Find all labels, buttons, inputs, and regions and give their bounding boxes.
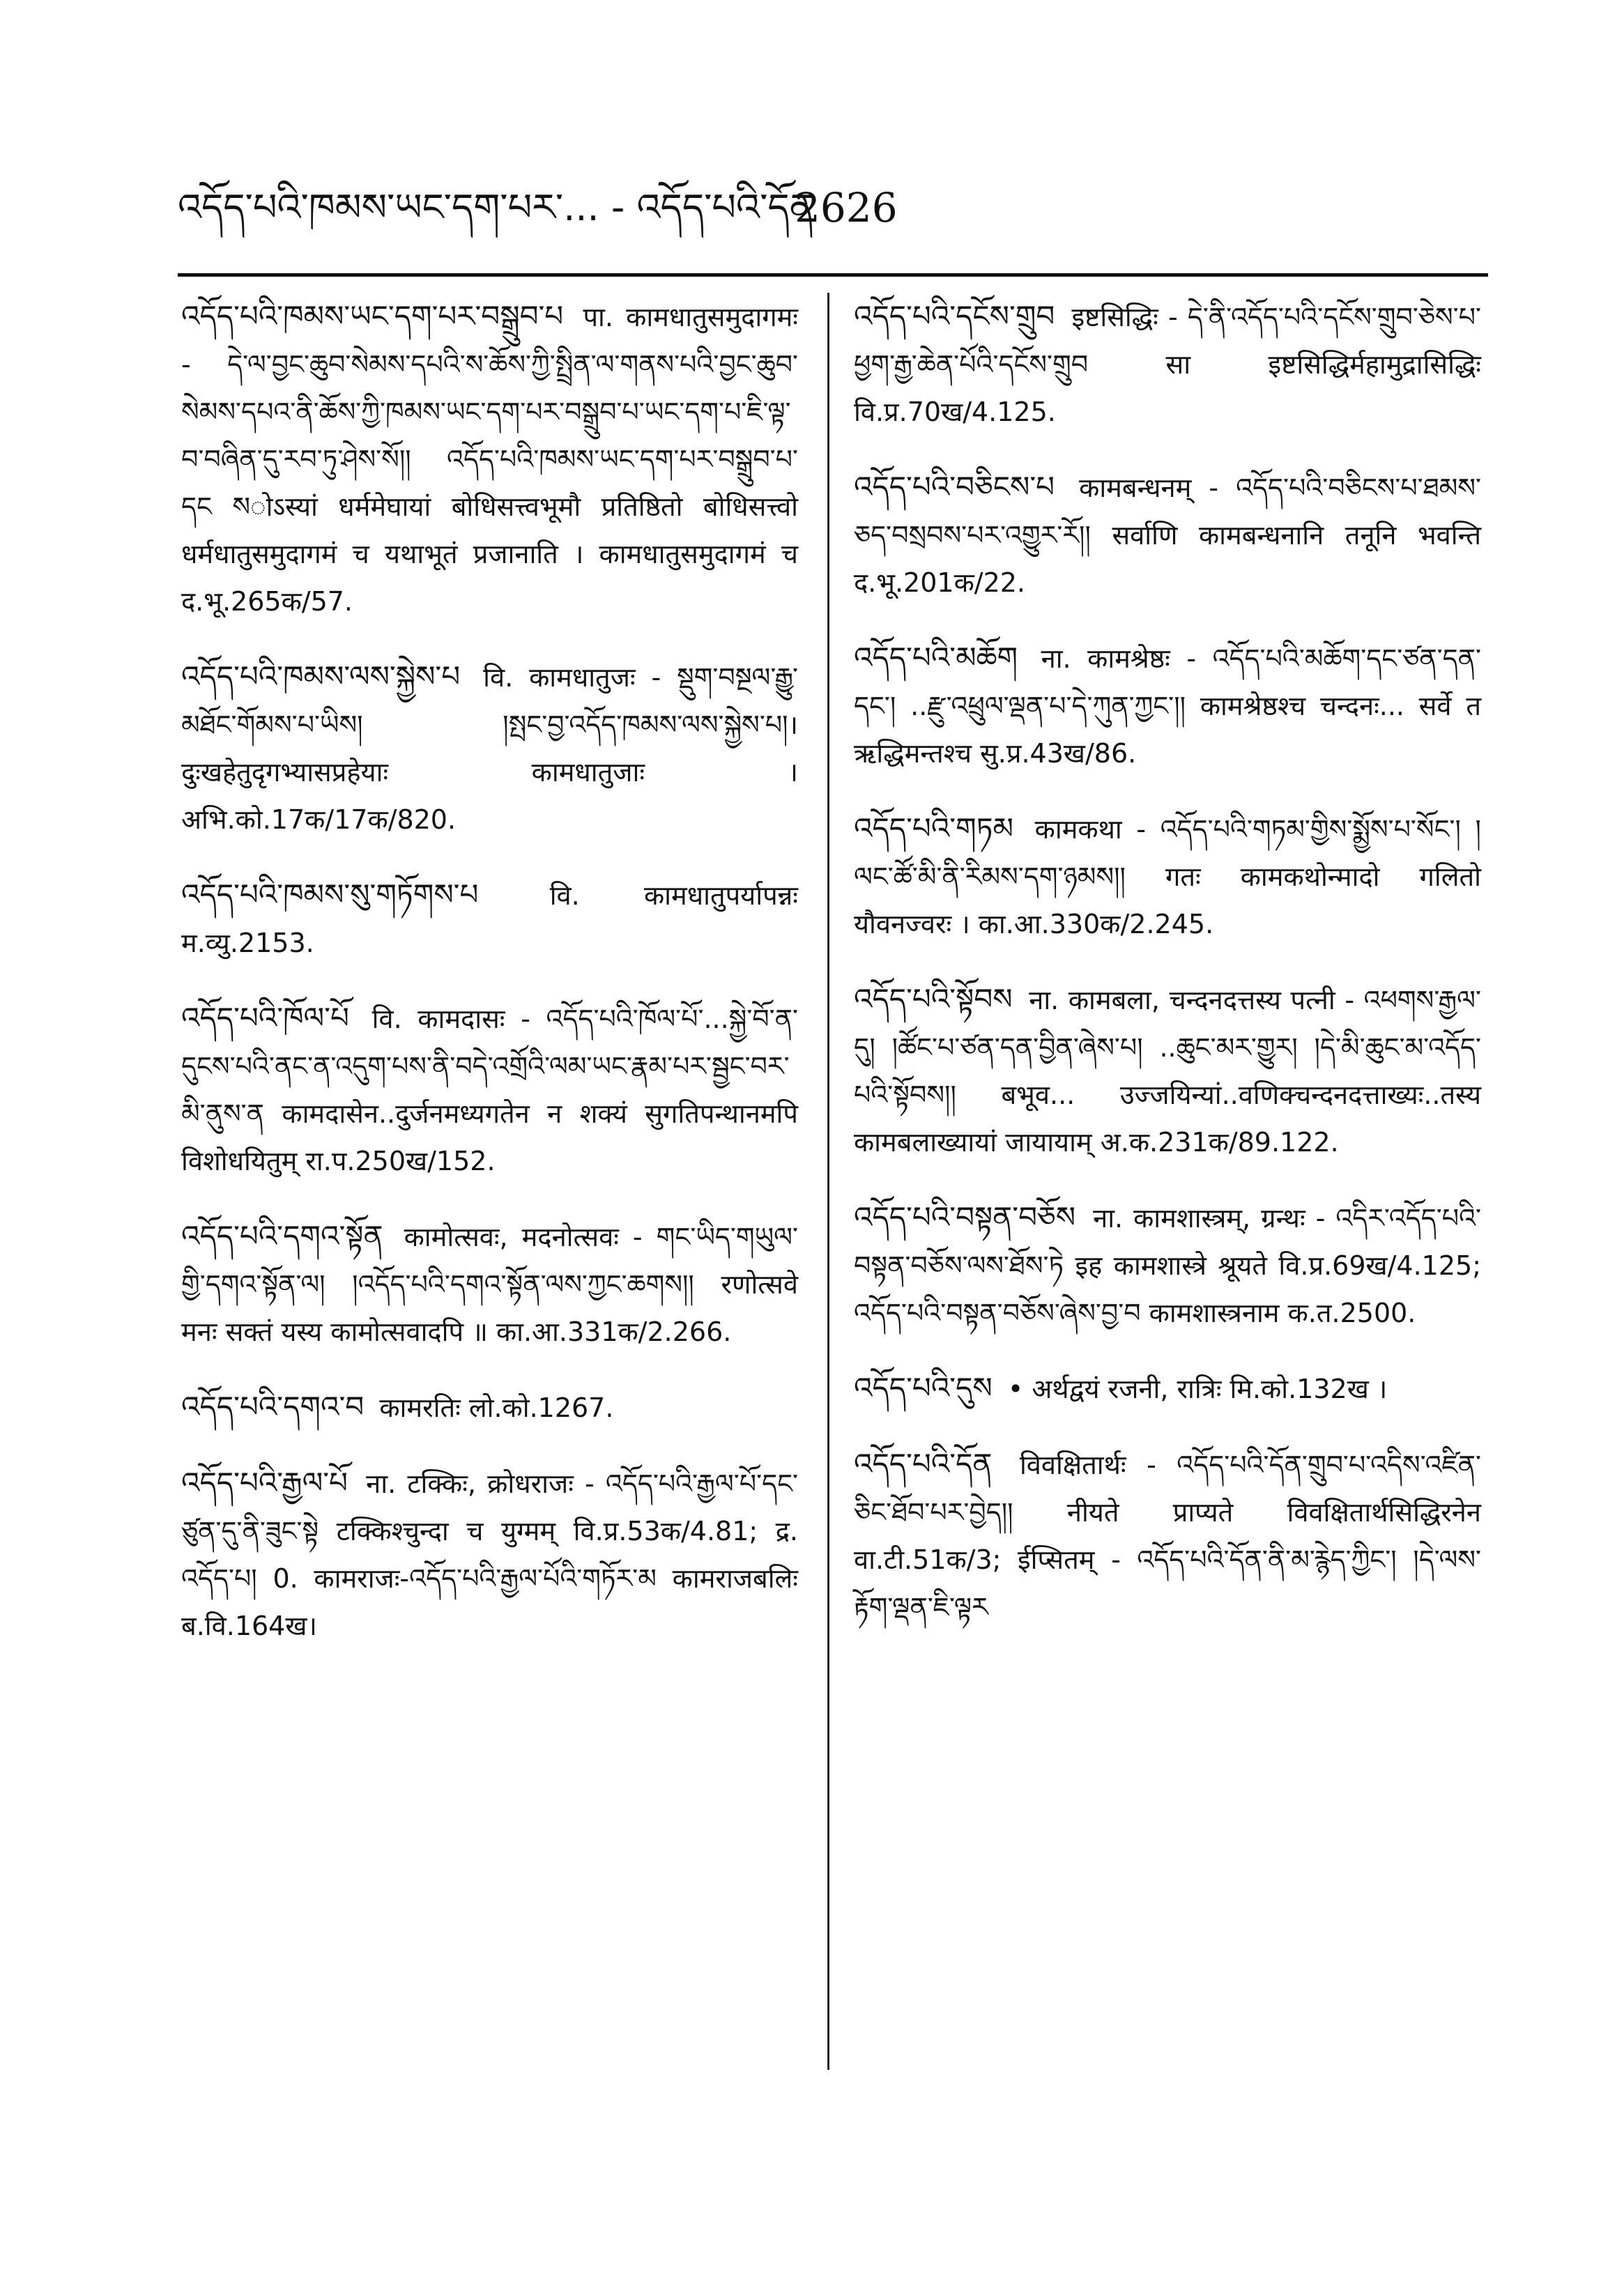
header-rule xyxy=(178,273,1488,277)
dictionary-entry xyxy=(181,653,798,843)
entry-headword: འདོད་པའི་ཁམས་སུ་གཏོགས་པ xyxy=(181,877,479,912)
dictionary-entry xyxy=(181,1213,798,1356)
dictionary-entry xyxy=(181,995,798,1185)
entry-headword: འདོད་པའི་དོན xyxy=(854,1447,993,1481)
entry-headword: འདོད་པའི་མཆོག xyxy=(854,640,1018,675)
entry-headword: འདོད་པའི་བཅིངས་པ xyxy=(854,470,1055,504)
entry-headword: འདོད་པའི་བསྟན་བཅོས xyxy=(854,1200,1076,1234)
entry-text: वि. कामधातुपर्यापन्नः म.व्यु.2153. xyxy=(181,880,798,958)
entry-headword: འདོད་པའི་དུས xyxy=(854,1371,993,1405)
dictionary-entry xyxy=(854,293,1481,436)
entry-text: ना. कामश्रेष्ठः - འདོད་པའི་མཆོག་དང་ཙན་དན་དང་། ..རྫུ་འཕྲུལ་ལྡན་པ་དེ་ཀུན་ཀྱང་།། कामश्रेष्ठश्च चन्दनः... सर्वे त ऋद्धिमन्तश्च सु.प्र.43ख/86. xyxy=(854,643,1481,769)
entry-text: विवक्षितार्थः - འདོད་པའི་དོན་གྲུབ་པ་འདིས་འཛིན་ཅིང་ཐོབ་པར་བྱེད།། नीयते प्राप्यते विवक्षितार्थसिद्धिरनेन वा.टी.51क/3; ईप्सितम् - འདོད་པའི་དོན་ནི་མ་རྙེད་ཀྱིང་། །དེ་ལས་རྟོག་ལྡན་ཇི་ལྟར xyxy=(854,1450,1481,1622)
dictionary-entry xyxy=(854,976,1481,1166)
dictionary-entry xyxy=(854,1194,1481,1337)
entry-text: कामरतिः लो.को.1267. xyxy=(379,1392,614,1423)
dictionary-entry xyxy=(854,634,1481,777)
entry-headword: འདོད་པའི་ཁམས་ལས་སྐྱེས་པ xyxy=(181,659,461,693)
dictionary-entry xyxy=(181,1459,798,1650)
entry-headword: འདོད་པའི་ཁོལ་པོ xyxy=(181,1001,349,1035)
running-head: འདོད་པའི་ཁམས་ཡང་དག་པར་... - འདོད་པའི་དོན xyxy=(178,185,815,229)
entry-headword: འདོད་པའི་ཁམས་ཡང་དག་པར་བསྒྲུབ་པ xyxy=(181,299,564,333)
entry-text: पा. कामधातुसमुदागमः - དེ་ལ་བྱང་ཆུབ་སེམས་དཔའི་ས་ཆོས་ཀྱི་སྤྲིན་ལ་གནས་པའི་བྱང་ཆུབ་སེམས་དཔའ་ནི་ཆོས་ཀྱི་ཁམས་ཡང་དག་པར་བསྒྲུབ་པ་ཡང་དག་པ་ཇི་ལྟ་བ་བཞིན་དུ་རབ་ཏུ་ཤེས་སོ།། འདོད་པའི་ཁམས་ཡང་དག་པར་བསྒྲུབ་པ་དང སोऽस्यां धर्ममेघायां बोधिसत्त्वभूमौ प्रतिष्ठितो बोधिसत्त्वो धर्मधातुसमुदागमं च यथाभूतं प्रजानाति । कामधातुसमुदागमं च द.भू.265क/57. xyxy=(181,302,798,617)
entry-headword: འདོད་པའི་དངོས་གྲུབ xyxy=(854,299,1055,333)
entry-text: ना. कामबला, चन्दनदत्तस्य पत्नी - འཕགས་རྒྱལ་དུ། །ཚོང་པ་ཙན་དན་བྱིན་ཞེས་པ། ..ཆུང་མར་གྱུར། །དེ་མི་ཆུང་མ་འདོད་པའི་སྟོབས།། बभूव... उज्जयिन्यां..वणिक्चन्दनदत्ताख्यः..तस्य कामबलाख्यायां जायायाम् अ.क.231क/89.122. xyxy=(854,985,1481,1158)
entry-headword: འདོད་པའི་སྟོབས xyxy=(854,982,1013,1016)
entry-text: वि. कामधातुजः - སྡུག་བསྔལ་རྒྱུ་མཐོང་གོམས་པ་ཡིས། །སྤང་བྱ་འདོད་ཁམས་ལས་སྐྱེས་པ།। दुःखहेतुदृगभ्यासप्रहेयाः कामधातुजाः । अभि.को.17क/17क/820. xyxy=(181,662,798,835)
dictionary-entry xyxy=(181,871,798,967)
entry-headword: འདོད་པའི་རྒྱལ་པོ xyxy=(181,1466,348,1500)
entry-text: ना. टक्किः, क्रोधराजः - འདོད་པའི་རྒྱལ་པོ་དང་ཙུན་དུ་ནི་ཟུང་སྟེ टक्किश्चुन्दा च युग्मम् वि.प्र.53क/4.81; द्र. འདོད་པ། 0. कामराजः-འདོད་པའི་རྒྱལ་པོའི་གཏོར་མ कामराजबलिः ब.वि.164ख। xyxy=(181,1468,798,1641)
entry-headword: འདོད་པའི་གཏམ xyxy=(854,811,1014,845)
entry-text: इष्टसिद्धिः - དེ་ནི་འདོད་པའི་དངོས་གྲུབ་ཅེས་པ་ཕྱག་རྒྱ་ཆེན་པོའི་དངོས་གྲུབ सा इष्टसिद्धिर्महामुद्रासिद्धिः वि.प्र.70ख/4.125. xyxy=(854,302,1481,427)
right-column xyxy=(854,293,1481,1659)
column-divider xyxy=(827,293,829,2070)
dictionary-entry xyxy=(854,805,1481,948)
left-column xyxy=(181,293,798,1677)
dictionary-entry xyxy=(854,1365,1481,1413)
entry-headword: འདོད་པའི་དགའ་སྟོན xyxy=(181,1219,383,1253)
dictionary-entry xyxy=(181,1383,798,1431)
entry-headword: འདོད་པའི་དགའ་བ xyxy=(181,1390,365,1424)
dictionary-entry xyxy=(854,463,1481,606)
entry-text: वि. कामदासः - འདོད་པའི་ཁོལ་པོ་...སྐྱེ་བོ་ན་དུངས་པའི་ནང་ན་འདུག་པས་ནི་བདེ་འགྲོའི་ལམ་ཡང་རྣམ་པར་སྦྱང་བར་མི་ནུས་ན कामदासेन..दुर्जनमध्यगतेन न शक्यं सुगतिपन्थानमपि विशोधयितुम् रा.प.250ख/152. xyxy=(181,1004,798,1176)
entry-text: • अर्थद्वयं रजनी, रात्रिः मि.को.132ख । xyxy=(1007,1374,1388,1404)
entry-text: कामकथा - འདོད་པའི་གཏམ་གྱིས་སྨྱོས་པ་སོང་། །ལང་ཚོ་མི་ནི་རིམས་དག་ཉམས།། गतः कामकथोन्मादो गलितो यौवनज्वरः । का.आ.330क/2.245. xyxy=(854,814,1481,939)
entry-text: कामोत्सवः, मदनोत्सवः - གང་ཡིད་གཡུལ་གྱི་དགའ་སྟོན་ལ། །འདོད་པའི་དགའ་སྟོན་ལས་ཀྱང་ཆགས།། रणोत्सवे मनः सक्तं यस्य कामोत्सवादपि ॥ का.आ.331क/2.266. xyxy=(181,1222,798,1347)
dictionary-entry xyxy=(854,1441,1481,1631)
entry-text: कामबन्धनम् - འདོད་པའི་བཅིངས་པ་ཐམས་ཅད་བསྲབས་པར་འགྱུར་རོ།། सर्वाणि कामबन्धनानि तनूनि भवन्ति द.भू.201क/22. xyxy=(854,473,1481,598)
page-number: 2626 xyxy=(795,184,898,231)
page-header xyxy=(178,173,1488,249)
dictionary-entry xyxy=(181,293,798,625)
entry-text: ना. कामशास्त्रम्, ग्रन्थः - འདིར་འདོད་པའི་བསྟན་བཅོས་ལས་ཐོས་ཏེ इह कामशास्त्रे श्रूयते वि.प्र.69ख/4.125; འདོད་པའི་བསྟན་བཅོས་ཞེས་བྱ་བ कामशास्त्रनाम क.त.2500. xyxy=(854,1203,1481,1328)
